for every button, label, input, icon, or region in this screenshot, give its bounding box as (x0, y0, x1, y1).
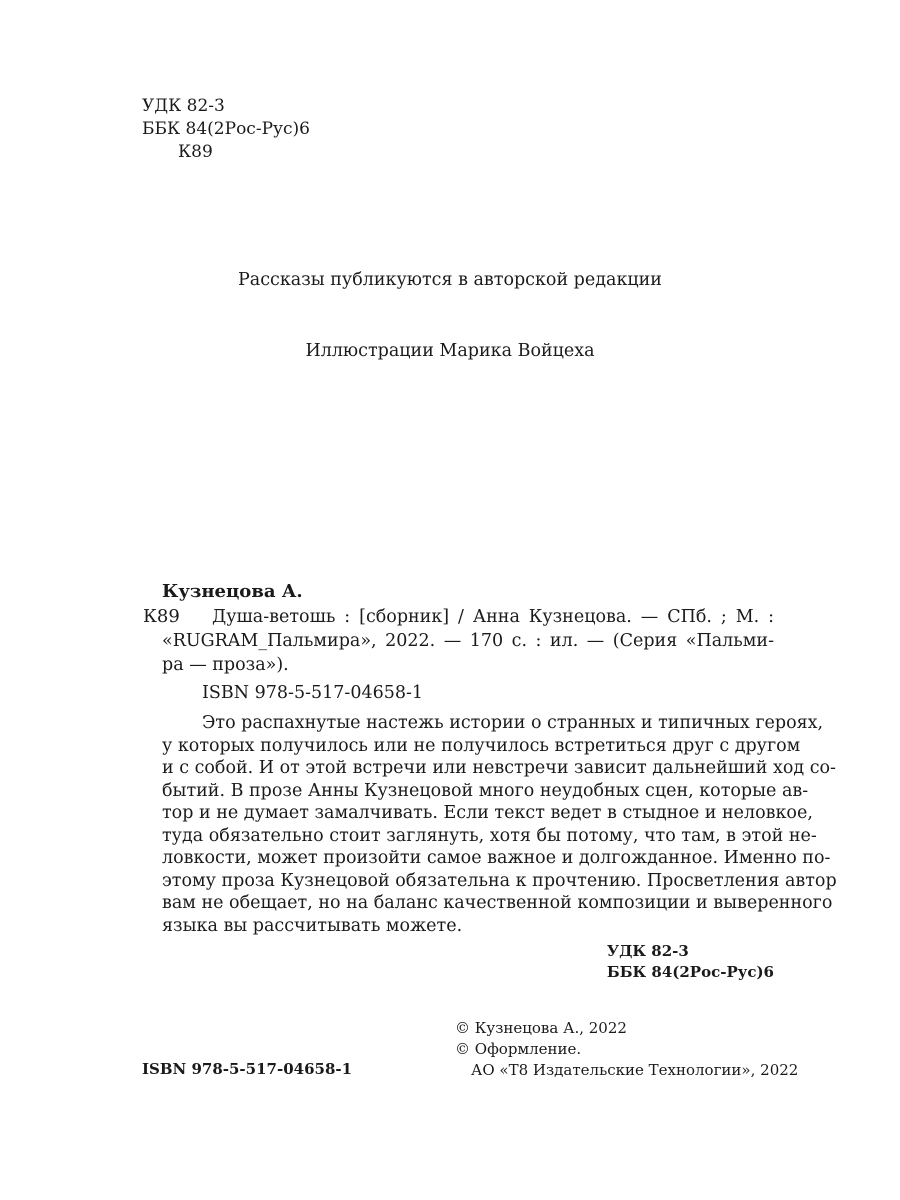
catalog-author: Кузнецова А. (162, 581, 303, 602)
catalog-classification-codes (607, 941, 774, 983)
annotation-line: бытий. В прозе Анны Кузнецовой много неудобных сцен, которые ав- (162, 780, 809, 801)
catalog-udk: УДК 82-3 (606, 942, 689, 960)
catalog-description (162, 605, 774, 677)
edition-note: Рассказы публикуются в авторской редакции (238, 270, 662, 290)
annotation-line: тор и не думает замалчивать. Если текст ведет в стыдное и неловкое, (162, 803, 813, 823)
annotation-line: и с собой. И от этой встречи или невстречи зависит дальнейший ход со- (162, 758, 836, 778)
catalog-bbk: ББК 84(2Рос-Рус)6 (606, 963, 774, 981)
publisher: АО «Т8 Издательские Технологии», 2022 (471, 1061, 799, 1079)
annotation-line: ловкости, может произойти самое важное и долгожданное. Именно по- (162, 848, 831, 868)
annotation-line: у которых получилось или не получилось встретиться друг с другом (162, 735, 801, 756)
catalog-author-mark: К89 (143, 606, 180, 627)
header-author-mark: К89 (178, 142, 213, 162)
catalog-isbn: ISBN 978-5-517-04658-1 (202, 683, 424, 703)
annotation-line: туда обязательно стоит заглянуть, хотя бы потому, что там, в этой не- (162, 825, 817, 846)
annotation-line: этому проза Кузнецовой обязательна к прочтению. Просветления автор (162, 870, 837, 891)
annotation-paragraph (162, 712, 837, 937)
description-line: Душа-ветошь : [сборник] / Анна Кузнецова. — СПб. ; М. : (212, 607, 774, 627)
header-bbk: ББК 84(2Рос-Рус)6 (142, 119, 310, 139)
footer-isbn: ISBN 978-5-517-04658-1 (142, 1060, 353, 1078)
annotation-line: Это распахнутые настежь истории о странных и типичных героях, (202, 713, 824, 733)
description-line: ра — проза»). (162, 655, 289, 675)
copyright-design: © Оформление. (455, 1040, 582, 1058)
copyright-author: © Кузнецова А., 2022 (455, 1019, 627, 1037)
description-line: «RUGRAM_Пальмира», 2022. — 170 с. : ил. — (Серия «Пальми- (162, 631, 774, 651)
annotation-line: вам не обещает, но на баланс качественной композиции и выверенного (162, 893, 833, 913)
copyright-block (455, 1018, 798, 1081)
header-udk: УДК 82-3 (142, 96, 225, 116)
illustrations-credit: Иллюстрации Марика Войцеха (305, 341, 595, 361)
annotation-line: языка вы рассчитывать можете. (162, 915, 463, 936)
header-classification-codes (142, 95, 310, 164)
